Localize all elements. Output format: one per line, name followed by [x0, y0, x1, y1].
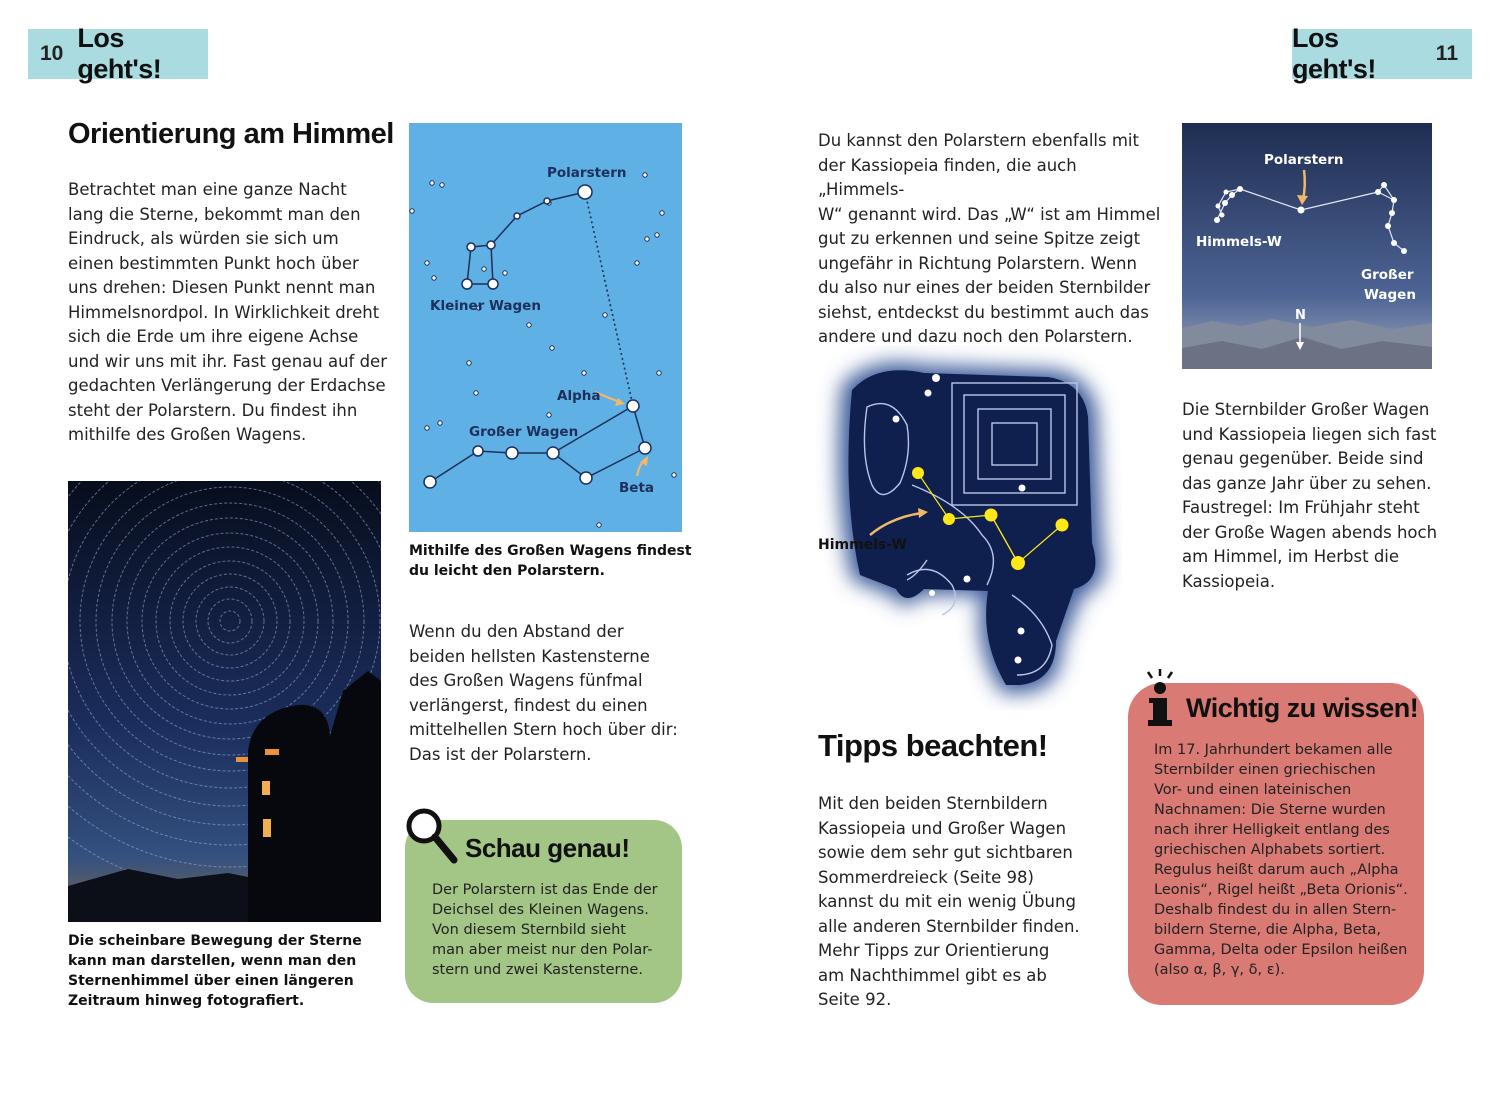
text-line: kannst du mit ein wenig Übung [818, 892, 1076, 911]
wichtig-title: Wichtig zu wissen! [1186, 693, 1419, 723]
wichtig-text [1154, 740, 1419, 980]
diagram1-caption [409, 541, 699, 581]
text-line: bildern Sterne, die Alpha, Beta, [1154, 922, 1381, 938]
text-line: mittelhellen Stern hoch über dir: [409, 720, 678, 739]
text-line: genau gegenüber. Beide sind [1182, 449, 1424, 468]
left-heading: Orientierung am Himmel [68, 118, 394, 150]
text-line: des Großen Wagens fünfmal [409, 671, 643, 690]
text-line: Betrachtet man eine ganze Nacht [68, 180, 347, 199]
schau-genau-text [432, 880, 677, 980]
text-line: Von diesem Sternbild sieht [432, 922, 626, 938]
right-side-text [1182, 398, 1462, 594]
text-line: uns drehen: Diesen Punkt nennt man [68, 278, 376, 297]
text-line: lang die Sterne, bekommt man den [68, 204, 361, 224]
text-line: Sternbilder einen griechischen [1154, 762, 1376, 778]
text-line: siehst, entdeckst du bestimmt auch das [818, 302, 1149, 322]
text-line: Regulus heißt darum auch „Alpha [1154, 862, 1399, 878]
label-himmels-w-figure: Himmels-W [818, 537, 907, 553]
text-line: Die Sternbilder Großer Wagen [1182, 400, 1430, 419]
tipps-heading: Tipps beachten! [818, 728, 1048, 763]
text-line: Du kannst den Polarstern ebenfalls mit [818, 131, 1139, 150]
left-tab-label: Los geht's! [77, 23, 162, 84]
left-page-tab [28, 23, 208, 84]
text-line: Deichsel des Kleinen Wagens. [432, 902, 649, 918]
tipps-text [818, 792, 1108, 1013]
text-line: beiden hellsten Kastensterne [409, 646, 650, 666]
text-line: Sommerdreieck (Seite 98) [818, 867, 1034, 887]
label-alpha: Alpha [557, 388, 601, 404]
label-grosser: Großer [1361, 267, 1414, 283]
magnifier-icon [402, 804, 462, 866]
info-icon [1140, 668, 1180, 730]
right-tab-label: Los geht's! [1292, 23, 1376, 84]
caption-line: Die scheinbare Bewegung der Sterne [68, 933, 362, 949]
text-line: einen bestimmten Punkt hoch über [68, 253, 359, 273]
right-page-number: 11 [1435, 42, 1458, 65]
kassiopeia-diagram [1182, 123, 1432, 369]
text-line: Deshalb findest du in allen Stern- [1154, 902, 1397, 918]
text-line: sowie dem sehr gut sichtbaren [818, 843, 1073, 862]
text-line: du also nur eines der beiden Sternbilder [818, 278, 1151, 297]
label-wagen: Wagen [1364, 287, 1416, 303]
right-intro-text [818, 129, 1168, 350]
label-kleiner-wagen: Kleiner Wagen [430, 298, 541, 314]
text-line: Wenn du den Abstand der [409, 622, 624, 641]
text-line: ungefähr in Richtung Polarstern. Wenn [818, 253, 1137, 273]
text-line: gedachten Verlängerung der Erdachse [68, 376, 386, 395]
caption-line: Sternenhimmel über einen längeren [68, 973, 354, 989]
text-line: Der Polarstern ist das Ende der [432, 882, 658, 898]
photo-caption [68, 931, 388, 1011]
right-page-tab [1292, 23, 1472, 84]
text-line: Das ist der Polarstern. [409, 744, 592, 764]
text-line: Nachnamen: Die Sterne wurden [1154, 802, 1386, 818]
text-line: verlängerst, findest du einen [409, 695, 648, 715]
text-line: am Himmel, im Herbst die [1182, 547, 1400, 566]
text-line: Im 17. Jahrhundert bekamen alle [1154, 742, 1393, 758]
text-line: der Kassiopeia finden, die auch „Himmels- [818, 155, 1077, 199]
text-line: der Große Wagen abends hoch [1182, 522, 1438, 542]
text-line: und wir uns mit ihr. Fast genau auf der [68, 351, 387, 371]
schau-genau-title: Schau genau! [465, 833, 630, 863]
caption-line: kann man darstellen, wenn man den [68, 953, 357, 969]
text-line: Mit den beiden Sternbildern [818, 794, 1048, 813]
text-line: alle anderen Sternbilder finden. [818, 916, 1080, 936]
text-line: Kassiopeia und Großer Wagen [818, 818, 1067, 838]
text-line: Faustregel: Im Frühjahr steht [1182, 498, 1420, 517]
label-himmels-w: Himmels-W [1196, 234, 1282, 250]
caption-line: du leicht den Polarstern. [409, 563, 605, 579]
text-line: Eindruck, als würden sie sich um [68, 229, 339, 248]
label-polarstern-2: Polarstern [1264, 152, 1344, 168]
cassiopeia-figure-diagram [812, 345, 1122, 710]
text-line: andere und dazu noch den Polarstern. [818, 327, 1133, 346]
label-grosser-wagen: Großer Wagen [469, 424, 579, 440]
intro-text [68, 178, 388, 448]
text-line: Seite 92. [818, 990, 892, 1009]
text-line: (also α, β, γ, δ, ε). [1154, 962, 1285, 978]
text-line: stern und zwei Kastensterne. [432, 962, 643, 978]
text-line: griechischen Alphabets sortiert. [1154, 842, 1386, 858]
left-page-number: 10 [40, 42, 64, 65]
text-line: Vor- und einen lateinischen [1154, 782, 1352, 798]
middle-text [409, 620, 699, 767]
text-line: W“ genannt wird. Das „W“ ist am Himmel [818, 204, 1161, 224]
text-line: Leonis“, Rigel heißt „Beta Orionis“. [1154, 882, 1408, 898]
caption-line: Mithilfe des Großen Wagens findest [409, 543, 692, 559]
text-line: und Kassiopeia liegen sich fast [1182, 424, 1437, 444]
text-line: gut zu erkennen und seine Spitze zeigt [818, 229, 1141, 248]
text-line: am Nachthimmel gibt es ab [818, 965, 1047, 985]
text-line: mithilfe des Großen Wagens. [68, 425, 307, 444]
label-beta: Beta [619, 480, 655, 496]
label-north: N [1295, 308, 1306, 323]
caption-line: Zeitraum hinweg fotografiert. [68, 993, 305, 1009]
text-line: Kassiopeia. [1182, 571, 1276, 591]
text-line: Gamma, Delta oder Epsilon heißen [1154, 942, 1408, 958]
polaris-star [578, 185, 592, 199]
text-line: steht der Polarstern. Du findest ihn [68, 400, 358, 420]
text-line: das ganze Jahr über zu sehen. [1182, 473, 1432, 493]
text-line: sich die Erde um ihre eigene Achse [68, 327, 359, 346]
text-line: Mehr Tipps zur Orientierung [818, 941, 1050, 960]
star-trails-photo [68, 481, 381, 922]
wichtig-box [1128, 683, 1424, 1005]
big-dipper-diagram [409, 123, 682, 532]
text-line: Himmelsnordpol. In Wirklichkeit dreht [68, 302, 380, 322]
text-line: nach ihrer Helligkeit entlang des [1154, 822, 1390, 838]
text-line: man aber meist nur den Polar- [432, 942, 653, 958]
label-polarstern: Polarstern [547, 165, 627, 181]
